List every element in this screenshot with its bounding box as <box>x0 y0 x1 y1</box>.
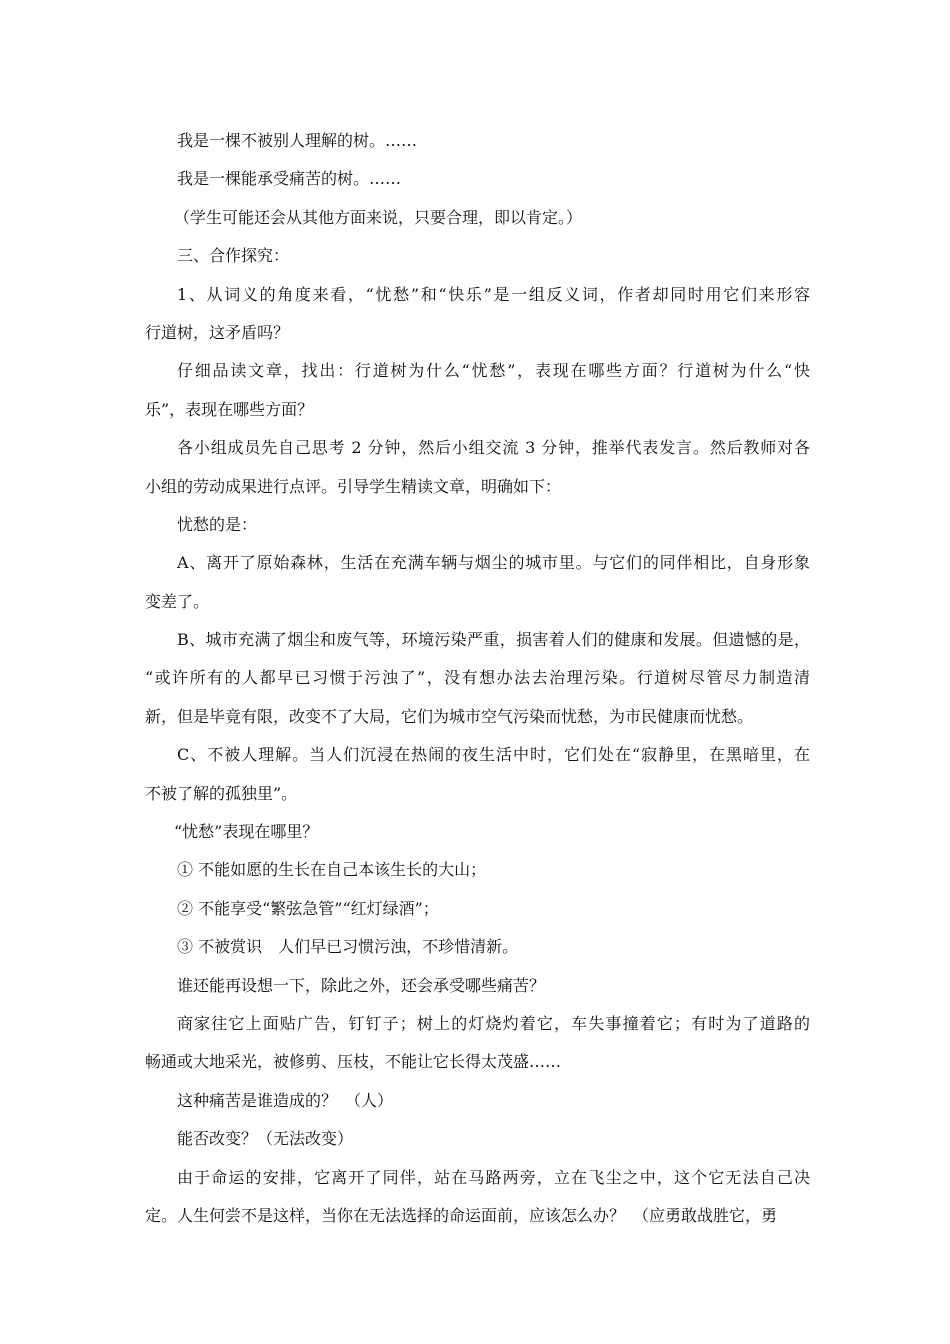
paragraph-line: A、离开了原始森林，生活在充满车辆与烟尘的城市里。与它们的同伴相比，自身形象 <box>177 553 810 573</box>
document-body <box>145 122 810 1235</box>
list-item: ② 不能享受“繁弦急管”“红灯绿酒”； <box>177 898 439 918</box>
paragraph-line: 各小组成员先自己思考 2 分钟，然后小组交流 3 分钟，推举代表发言。然后教师对各 <box>177 438 810 458</box>
paragraph-line: 能否改变？（无法改变） <box>177 1129 354 1149</box>
paragraph-line: C、不被人理解。当人们沉浸在热闹的夜生活中时，它们处在“寂静里，在黑暗里，在 <box>177 745 810 765</box>
paragraph-line: 不被了解的孤独里”。 <box>145 783 298 803</box>
paragraph-line: 这种痛苦是谁造成的？ （人） <box>177 1090 394 1110</box>
paragraph-line: “忧愁”表现在哪里？ <box>174 822 319 842</box>
paragraph-line: 谁还能再设想一下，除此之外，还会承受哪些痛苦？ <box>177 975 546 995</box>
section-heading: 三、合作探究： <box>177 246 290 266</box>
paragraph-line: 由于命运的安排，它离开了同伴，站在马路两旁，立在飞尘之中，这个它无法自己决 <box>177 1167 810 1187</box>
paragraph-line: 乐”，表现在哪些方面？ <box>145 399 314 419</box>
paragraph-line: 我是一棵不被别人理解的树。…… <box>177 131 418 150</box>
list-item: ③ 不被赏识 人们早已习惯污浊，不珍惜清新。 <box>177 937 519 957</box>
paragraph-line: 仔细品读文章，找出：行道树为什么“忧愁”，表现在哪些方面？行道树为什么“快 <box>177 361 810 381</box>
paragraph-line: 小组的劳动成果进行点评。引导学生精读文章，明确如下： <box>145 476 562 496</box>
paragraph-line: 忧愁的是： <box>177 514 258 534</box>
paragraph-line: 变差了。 <box>145 591 210 611</box>
paragraph-line: B、城市充满了烟尘和废气等，环境污染严重，损害着人们的健康和发展。但遗憾的是， <box>177 630 810 650</box>
paragraph-line: 行道树，这矛盾吗？ <box>145 322 290 342</box>
paragraph-line: 畅通或大地采光，被修剪、压枝，不能让它长得太茂盛…… <box>145 1052 562 1072</box>
paragraph-line: 我是一棵能承受痛苦的树。…… <box>177 169 402 189</box>
paragraph-line: “或许所有的人都早已习惯于污浊了”，没有想办法去治理污染。行道树尽管尽力制造清 <box>145 668 810 688</box>
paragraph-line: 1、从词义的角度来看，“忧愁”和“快乐”是一组反义词，作者却同时用它们来形容 <box>177 284 810 304</box>
paragraph-line: （学生可能还会从其他方面来说，只要合理，即以肯定。） <box>174 207 583 227</box>
paragraph-line: 商家往它上面贴广告，钉钉子；树上的灯烧灼着它，车失事撞着它；有时为了道路的 <box>177 1013 810 1033</box>
list-item: ① 不能如愿的生长在自己本该生长的大山； <box>177 860 487 880</box>
paragraph-line: 定。人生何尝不是这样，当你在无法选择的命运面前，应该怎么办？ （应勇敢战胜它，勇 <box>145 1205 778 1225</box>
paragraph-line: 新，但是毕竟有限，改变不了大局，它们为城市空气污染而忧愁，为市民健康而忧愁。 <box>145 706 754 726</box>
